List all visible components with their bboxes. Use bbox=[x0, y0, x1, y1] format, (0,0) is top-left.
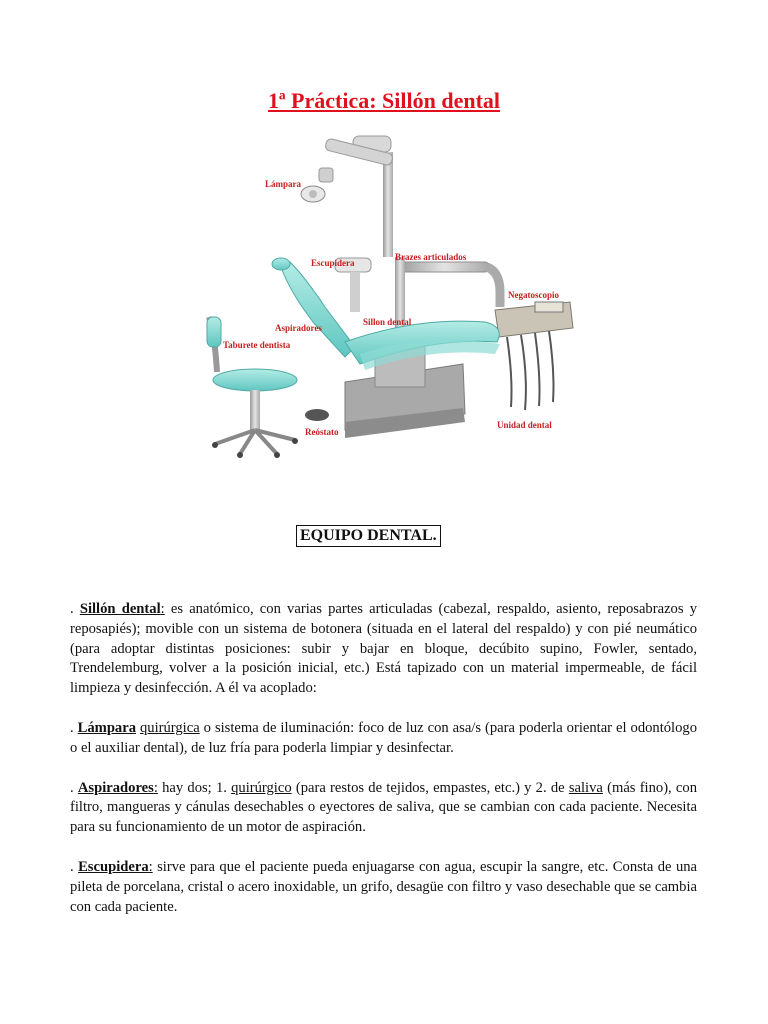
document-body bbox=[70, 600, 697, 937]
paragraph-text: hay dos; 1. bbox=[157, 779, 232, 796]
bullet: . bbox=[70, 601, 80, 617]
paragraph-text: o sistema de iluminación: foco de luz con asa/s (para poderla orientar el odontólogo o el auxiliar dental), de luz fría para poderla limpiar y desinfectar. bbox=[70, 719, 698, 756]
dental-chair bbox=[272, 258, 500, 438]
label-unidad: Unidad dental bbox=[497, 420, 552, 430]
dental-chair-illustration bbox=[195, 132, 580, 464]
term-lampara: Lámpara bbox=[77, 719, 136, 736]
bullet: . bbox=[70, 719, 78, 736]
underlined-saliva: saliva bbox=[568, 779, 603, 796]
paragraph-text: (más fino), con filtro, mangueras y cánulas desechables o eyectores de saliva, que se cambian con cada paciente. Necesita para su funcionamiento de un motor de aspiración. bbox=[70, 779, 697, 836]
paragraph-aspiradores bbox=[70, 779, 697, 838]
bullet: . bbox=[70, 779, 78, 796]
label-lampara: Lámpara bbox=[265, 179, 301, 189]
paragraph-text: es anatómico, con varias partes articuladas (cabezal, respaldo, asiento, reposabrazos y reposapiés); movible con un sistema de botonera (situada en el lateral del respaldo) y con pié neumático (para adoptar distintas posiciones: subir y bajar en bloque, decúbito supino, Fowler, sentado, Trendelemburg, volver a la posición inicial, etc.) Está tapizado con un material impermeable, de fácil limpieza y desinfección. A él va acoplado: bbox=[70, 601, 697, 697]
label-reostato: Reóstato bbox=[305, 427, 339, 437]
rheostat bbox=[305, 409, 329, 421]
underlined-quirurgico: quirúrgico bbox=[231, 779, 292, 796]
term-colon: : bbox=[160, 601, 165, 617]
label-sillon: Sillon dental bbox=[363, 317, 412, 327]
label-taburete: Taburete dentista bbox=[223, 340, 291, 350]
lamp-assembly bbox=[301, 136, 393, 257]
label-negatoscopio: Negatoscopio bbox=[508, 290, 559, 300]
term-sillon-dental: Sillón dental bbox=[79, 601, 161, 617]
label-brazos: Brazes articulados bbox=[395, 252, 467, 262]
dental-chair-figure bbox=[195, 132, 580, 464]
paragraph-text: (para restos de tejidos, empastes, etc.) y 2. de bbox=[291, 779, 569, 796]
dentist-stool bbox=[207, 317, 298, 458]
label-aspiradores: Aspiradores bbox=[275, 323, 322, 333]
label-escupidera: Escupidera bbox=[311, 258, 355, 268]
section-heading: EQUIPO DENTAL. bbox=[296, 525, 441, 547]
paragraph-escupidera bbox=[70, 858, 697, 917]
paragraph-text: sirve para que el paciente pueda enjuagarse con agua, escupir la sangre, etc. Consta de una pileta de porcelana, cristal o acero inoxidable, un grifo, desagüe con filtro y vaso desechable que se cambia con cada paciente. bbox=[70, 858, 698, 915]
term-escupidera: Escupidera bbox=[78, 858, 149, 875]
term-colon: : bbox=[148, 858, 153, 875]
page-title: 1ª Práctica: Sillón dental bbox=[267, 88, 501, 113]
paragraph-sillon bbox=[70, 600, 697, 699]
term-colon: : bbox=[153, 779, 158, 796]
underlined-quirurgica: quirúrgica bbox=[139, 719, 200, 736]
paragraph-lampara bbox=[70, 719, 697, 759]
bullet: . bbox=[70, 858, 79, 875]
dental-unit bbox=[495, 302, 573, 410]
term-aspiradores: Aspiradores bbox=[77, 779, 154, 796]
